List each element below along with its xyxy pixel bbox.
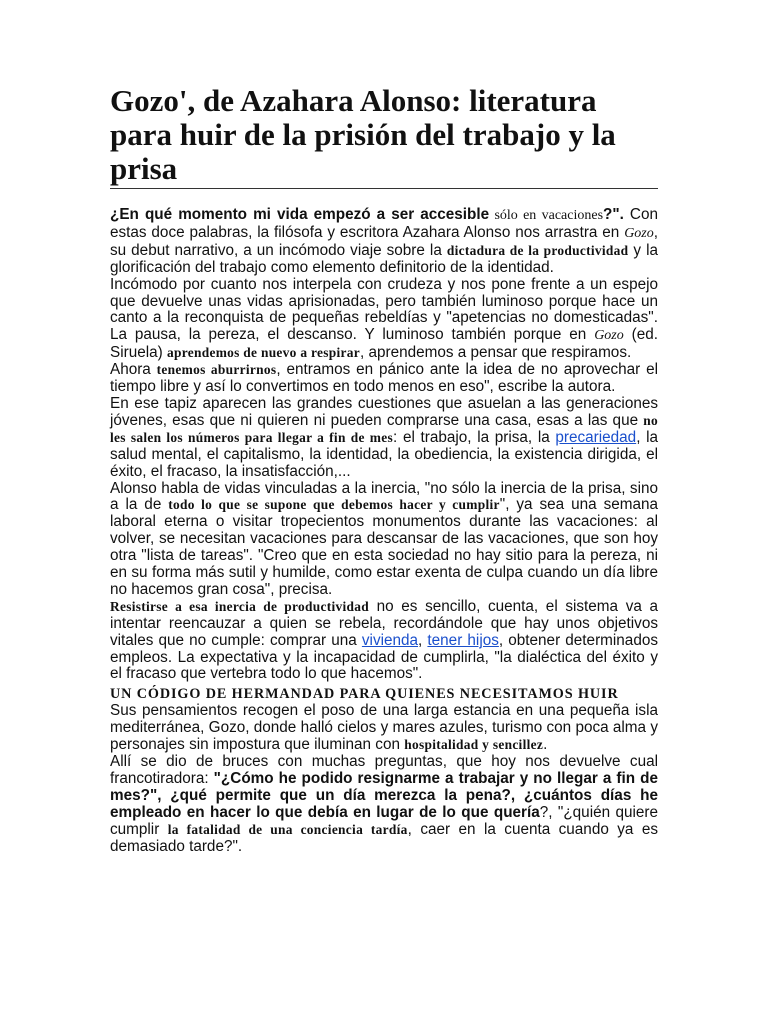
text: (ed. Siruela) [110, 326, 658, 362]
emphasis: Resistirse a esa inercia de productividad [110, 598, 369, 614]
text: , caer en la cuenta cuando ya es demasiado tarde?". [110, 820, 658, 855]
link-precariedad[interactable]: precariedad [555, 428, 637, 446]
emphasis: aprendemos de nuevo a respirar [166, 345, 360, 361]
text: : el trabajo, la prisa, la [393, 428, 556, 446]
text: . [543, 736, 548, 754]
text: Sus pensamientos recogen el poso de una larga estancia en una pequeña isla mediterránea, Gozo, donde halló cielos y mares azules, turismo con poca alma y personajes sin impostura que iluminan con [110, 702, 658, 754]
paragraph-2 [110, 277, 658, 363]
text: no es sencillo, cuenta, el sistema va a intentar reencauzar a quien se rebela, recordándole que hay unos objetivos vitales que no cumple: comprar una [110, 597, 658, 649]
emphasis: dictadura de la productividad [446, 242, 629, 258]
paragraph-1 [110, 207, 658, 277]
text: , la salud mental, el capitalismo, la identidad, la obediencia, la existencia dirigida, el éxito, el fracaso, la insatisfacción,... [110, 428, 659, 480]
link-tener-hijos[interactable]: tener hijos [427, 631, 499, 649]
emphasis: la fatalidad de una conciencia tardía [167, 821, 408, 837]
text: Ahora [110, 361, 157, 379]
opening-question-serif: sólo en vacaciones [489, 208, 604, 223]
paragraph-4 [110, 396, 658, 481]
emphasis: hospitalidad y sencillez [404, 737, 544, 753]
text: ?, "¿quién quiere cumplir [110, 803, 658, 838]
quoted-questions: "¿Cómo he podido resignarme a trabajar y no llegar a fin de mes?", ¿qué permite que un día merezca la pena?, ¿cuántos días he empleado en hacer lo que debía en lugar de lo que quería [110, 770, 658, 821]
text: Alonso habla de vidas vinculadas a la inercia, "no sólo la inercia de la prisa, sino a la de [110, 479, 658, 514]
text: ", ya sea una semana laboral eterna o visitar tropecientos monumentos durante las vacaciones: al volver, se necesitan vacaciones para descansar de las vacaciones, que son hoy otra "lista de tareas". "Creo que en esta sociedad no hay sitio para la pereza, ni en su forma más sutil y humilde, como estar exenta de culpa cuando un día libre no hacemos gran cosa", precisa. [110, 496, 658, 598]
text: Con estas doce palabras, la filósofa y escritora Azahara Alonso nos arrastra en [110, 206, 658, 241]
text: , su debut narrativo, a un incómodo viaje sobre la [110, 223, 658, 259]
text: y la glorificación del trabajo como elemento definitorio de la identidad. [110, 241, 659, 276]
text: , obtener determinados empleos. La expectativa y la incapacidad de cumplirla, "la dialéctica del éxito y el fracaso que vertebra todo lo que hacemos". [110, 631, 658, 683]
text: Allí se dio de bruces con muchas preguntas, que hoy nos devuelve cual francotiradora: [110, 753, 658, 787]
article-title: Gozo', de Azahara Alonso: literatura para huir de la prisión del trabajo y la prisa [110, 84, 658, 189]
link-vivienda[interactable]: vivienda [361, 631, 419, 649]
article-body [110, 207, 658, 856]
section-heading: UN CÓDIGO DE HERMANDAD PARA QUIENES NECESITAMOS HUIR [110, 686, 619, 703]
opening-question: ¿En qué momento mi vida empezó a ser accesible [110, 206, 490, 223]
book-title: Gozo [594, 328, 624, 344]
paragraph-3 [110, 362, 658, 396]
article [110, 84, 658, 856]
paragraph-5 [110, 481, 658, 599]
paragraph-8 [110, 754, 658, 855]
paragraph-6 [110, 599, 658, 684]
text: , aprendemos a pensar que respiramos. [359, 344, 632, 362]
book-title: Gozo [624, 225, 654, 241]
emphasis: no les salen los números para llegar a fin de mes [110, 412, 658, 445]
text: En ese tapiz aparecen las grandes cuestiones que asuelan a las generaciones jóvenes, esas que ni quieren ni pueden comprarse una casa, esas a las que [110, 394, 658, 429]
paragraph-7 [110, 703, 658, 754]
text: Incómodo por cuanto nos interpela con crudeza y nos pone frente a un espejo que devuelve unas vidas aprisionadas, pero también luminoso porque hace un canto a la reconquista de pequeñas rebeldías y "apetencias no domesticadas". La pausa, la pereza, el descanso. Y luminoso también porque en [110, 275, 658, 344]
opening-question-end: ?". [603, 206, 624, 223]
text: , [418, 631, 428, 649]
emphasis: todo lo que se supone que debemos hacer y cumplir [168, 497, 500, 513]
text: , entramos en pánico ante la idea de no aprovechar el tiempo libre y así lo convertimos en todo menos en eso", escribe la autora. [110, 361, 658, 396]
emphasis: tenemos aburrirnos [156, 362, 277, 378]
